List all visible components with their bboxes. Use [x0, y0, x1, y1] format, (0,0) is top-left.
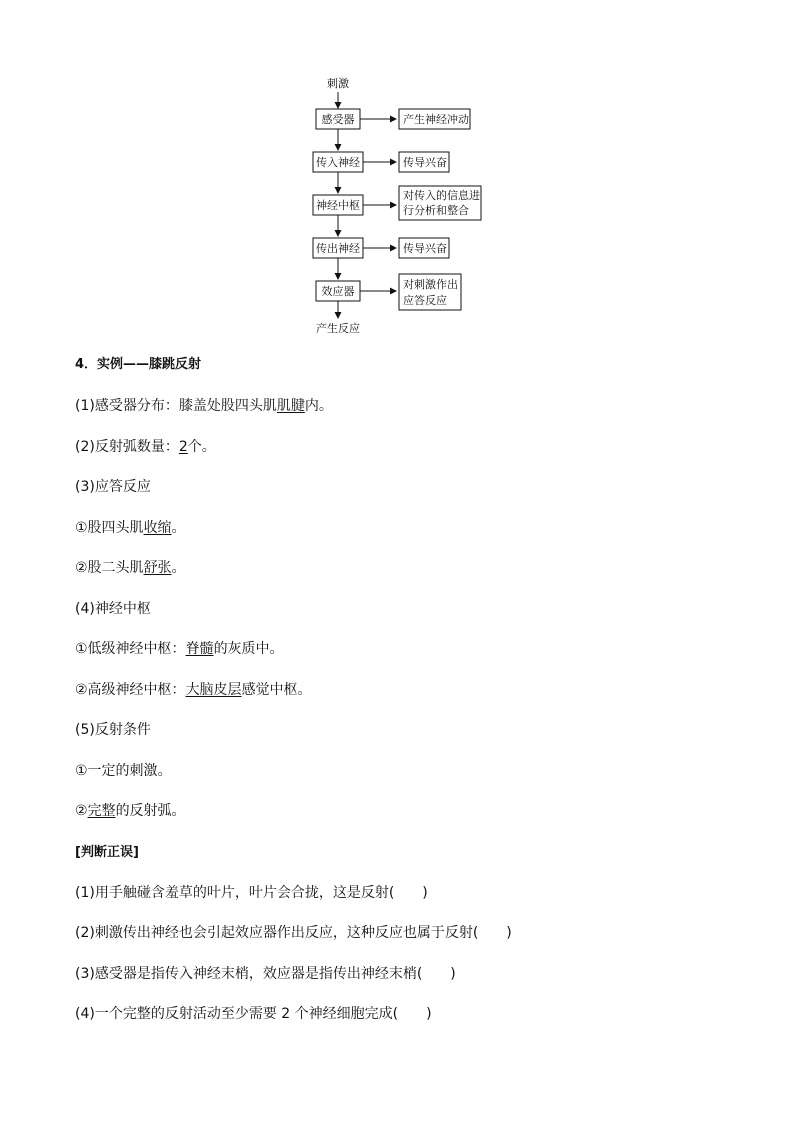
judge-item: (3)感受器是指传入神经末梢，效应器是指传出神经末梢( ) — [75, 966, 456, 982]
node-center-label: 神经中枢 — [316, 199, 360, 212]
judge-title: [判断正误] — [75, 845, 139, 860]
judge-item: (2)刺激传出神经也会引起效应器作出反应，这种反应也属于反射( ) — [75, 925, 512, 941]
condition-stimulus: ①一定的刺激。 — [75, 763, 172, 779]
answer-underlined: 完整 — [87, 803, 116, 819]
response-heading: (3)应答反应 — [75, 479, 151, 495]
biceps-response — [75, 559, 186, 577]
condition-heading: (5)反射条件 — [75, 722, 151, 738]
text-prefix: ②高级神经中枢： — [75, 682, 186, 698]
judge-item: (4)一个完整的反射活动至少需要 2 个神经细胞完成( ) — [75, 1006, 432, 1022]
node-afferent-desc: 传导兴奋 — [403, 156, 447, 169]
node-efferent-label: 传出神经 — [316, 242, 360, 255]
section-title: 4．实例——膝跳反射 — [75, 357, 202, 372]
arc-count — [75, 438, 216, 456]
quadriceps-response — [75, 519, 186, 537]
text-suffix: 内。 — [304, 398, 333, 414]
text-suffix: 的灰质中。 — [213, 641, 284, 657]
text-suffix: 。 — [171, 560, 186, 576]
low-center — [75, 640, 284, 658]
text-prefix: ①股四头肌 — [75, 520, 144, 536]
condition-arc — [75, 802, 186, 820]
text-prefix: ② — [75, 803, 88, 819]
center-heading: (4)神经中枢 — [75, 601, 151, 617]
node-effector-desc-line2: 应答反应 — [403, 294, 447, 307]
text-suffix: 感觉中枢。 — [241, 682, 312, 698]
node-receptor-label: 感受器 — [321, 113, 355, 126]
answer-underlined: 大脑皮层 — [185, 682, 242, 698]
node-afferent-label: 传入神经 — [316, 156, 360, 169]
answer-underlined: 脊髓 — [185, 641, 214, 657]
node-center-desc-line2: 行分析和整合 — [403, 204, 469, 217]
text-suffix: 。 — [171, 520, 186, 536]
node-effector-label: 效应器 — [321, 285, 355, 298]
stimulus-label: 刺激 — [327, 77, 349, 90]
node-efferent-desc: 传导兴奋 — [403, 242, 447, 255]
judge-item: (1)用手触碰含羞草的叶片，叶片会合拢，这是反射( ) — [75, 885, 428, 901]
node-receptor-desc: 产生神经冲动 — [403, 113, 469, 126]
node-center-desc-line1: 对传入的信息进 — [403, 189, 480, 202]
answer-underlined: 收缩 — [143, 520, 172, 536]
response-label: 产生反应 — [316, 322, 360, 335]
answer-underlined: 2 — [178, 439, 188, 455]
node-effector-desc-line1: 对刺激作出 — [403, 278, 458, 291]
text-prefix: (1)感受器分布：膝盖处股四头肌 — [75, 398, 277, 414]
reflex-arc-flowchart — [0, 0, 794, 345]
text-prefix: ①低级神经中枢： — [75, 641, 186, 657]
text-suffix: 的反射弧。 — [115, 803, 186, 819]
answer-underlined: 肌腱 — [276, 398, 305, 414]
text-suffix: 个。 — [187, 439, 216, 455]
text-prefix: ②股二头肌 — [75, 560, 144, 576]
high-center — [75, 681, 312, 699]
answer-underlined: 舒张 — [143, 560, 172, 576]
receptor-distribution — [75, 397, 333, 415]
text-prefix: (2)反射弧数量： — [75, 439, 179, 455]
